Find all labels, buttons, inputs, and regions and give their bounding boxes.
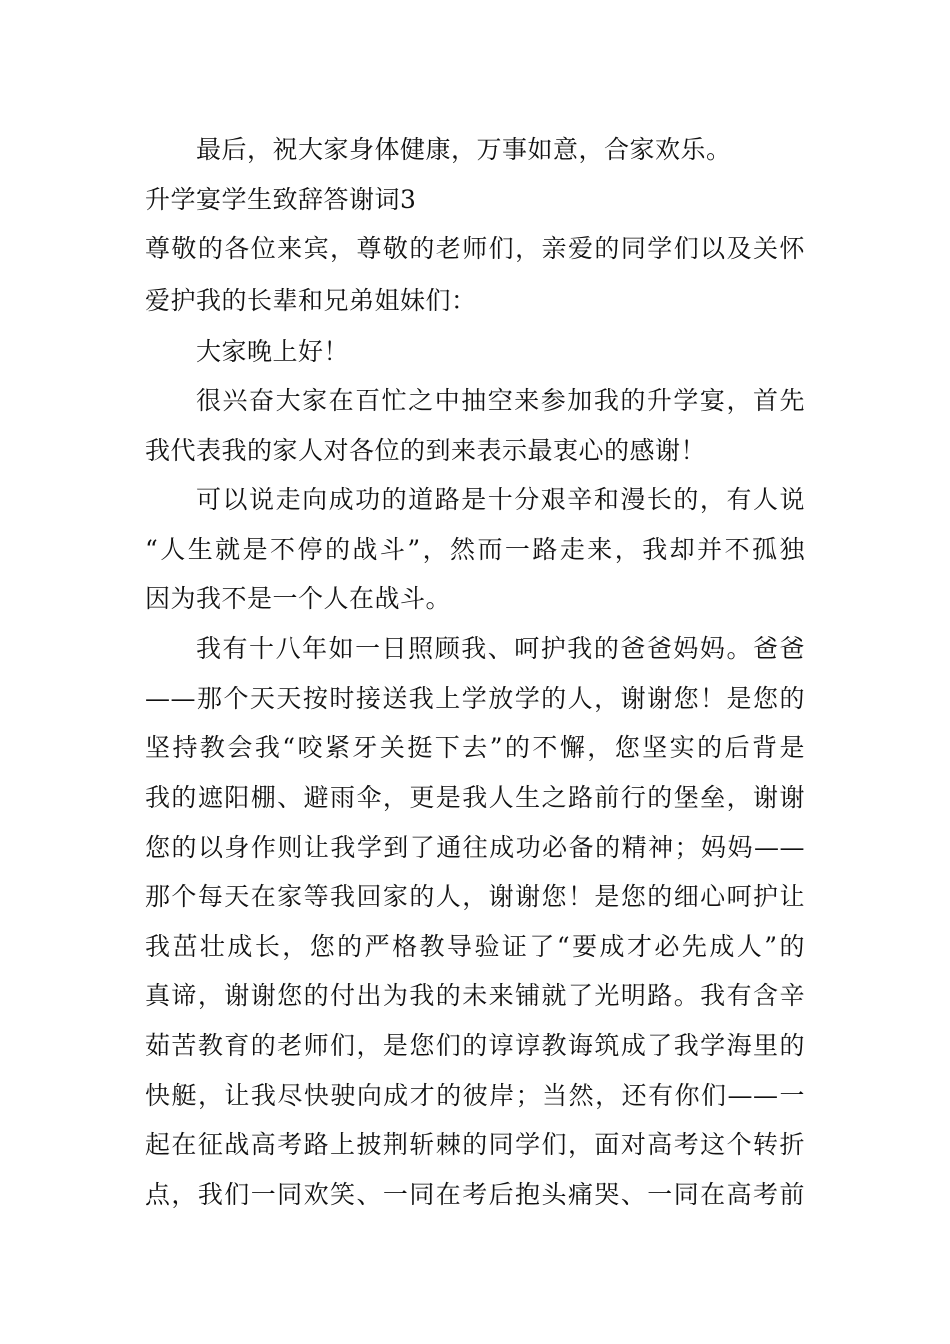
section-title: 升学宴学生致辞答谢词3 <box>145 185 417 214</box>
text-line: 真谛，谢谢您的付出为我的未来铺就了光明路。我有含辛 <box>145 981 805 1010</box>
text-line: 起在征战高考路上披荆斩棘的同学们，面对高考这个转折 <box>145 1130 805 1159</box>
text-line: 因为我不是一个人在战斗。 <box>145 584 452 613</box>
text-line: “人生就是不停的战斗”，然而一路走来，我却并不孤独 <box>145 535 805 564</box>
text-line: 坚持教会我“咬紧牙关挺下去”的不懈，您坚实的后背是 <box>145 733 805 762</box>
text-line: ——那个天天按时接送我上学放学的人，谢谢您！是您的 <box>145 684 805 713</box>
text-line: 茹苦教育的老师们，是您们的谆谆教诲筑成了我学海里的 <box>145 1031 805 1060</box>
closing-line: 最后，祝大家身体健康，万事如意，合家欢乐。 <box>196 135 732 164</box>
text-line: 快艇，让我尽快驶向成才的彼岸；当然，还有你们——一 <box>145 1081 805 1110</box>
text-line: 大家晚上好！ <box>196 337 350 366</box>
text-line: 点，我们一同欢笑、一同在考后抱头痛哭、一同在高考前 <box>145 1180 805 1209</box>
text-line: 很兴奋大家在百忙之中抽空来参加我的升学宴，首先 <box>196 386 805 415</box>
text-line: 我的遮阳棚、避雨伞，更是我人生之路前行的堡垒，谢谢 <box>145 783 805 812</box>
text-line: 那个每天在家等我回家的人，谢谢您！是您的细心呵护让 <box>145 882 805 911</box>
text-line: 我有十八年如一日照顾我、呵护我的爸爸妈妈。爸爸 <box>196 634 805 663</box>
text-line: 我茁壮成长，您的严格教导验证了“要成才必先成人”的 <box>145 932 805 961</box>
text-line: 尊敬的各位来宾，尊敬的老师们，亲爱的同学们以及关怀 <box>145 234 805 263</box>
text-line: 爱护我的长辈和兄弟姐妹们： <box>145 286 477 315</box>
text-line: 可以说走向成功的道路是十分艰辛和漫长的，有人说 <box>196 485 805 514</box>
text-line: 您的以身作则让我学到了通往成功必备的精神；妈妈—— <box>145 833 805 862</box>
text-line: 我代表我的家人对各位的到来表示最衷心的感谢！ <box>145 436 707 465</box>
